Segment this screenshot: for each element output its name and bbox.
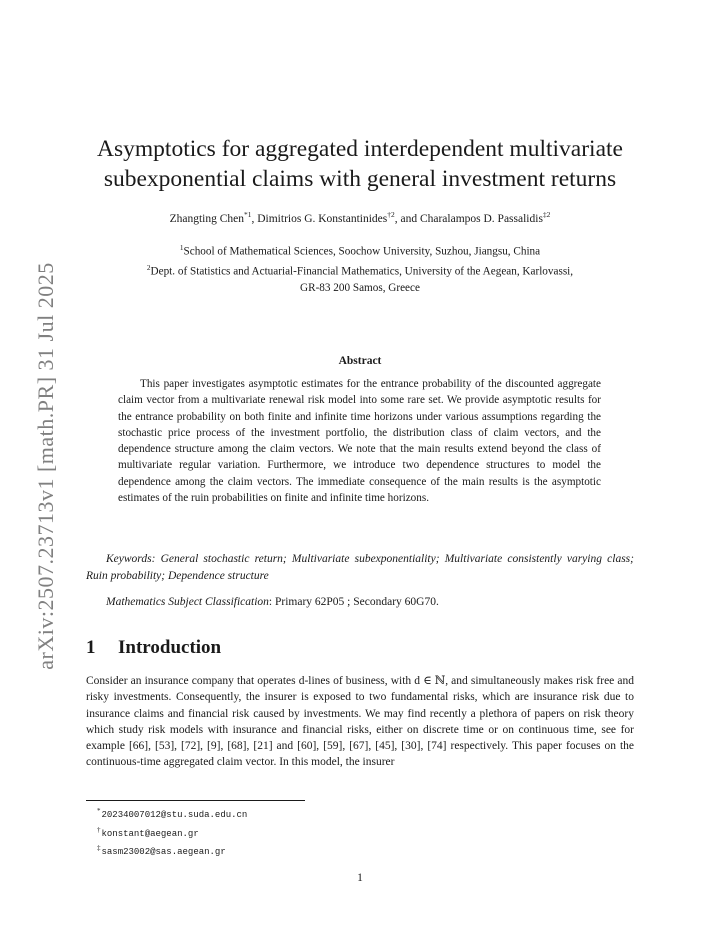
msc-label: Mathematics Subject Classification — [106, 596, 269, 608]
author-separator: , — [251, 212, 258, 225]
affiliation-mark: 1 — [179, 244, 184, 252]
arxiv-identifier: arXiv:2507.23713v1 [math.PR] 31 Jul 2025 — [33, 262, 58, 670]
affiliation-2 — [60, 260, 660, 280]
section-heading — [86, 637, 221, 659]
author-mark: ‡2 — [542, 210, 551, 219]
msc-classification — [106, 596, 439, 608]
keywords: Keywords: General stochastic return; Multivariate subexponentiality; Multivariate consistently varying class; Ruin probability; Dependence structure — [86, 553, 634, 582]
affiliation-mark: 2 — [146, 264, 151, 273]
footnote-email: 20234007012@stu.suda.edu.cn — [101, 810, 248, 820]
footnote-rule — [86, 800, 305, 801]
author-list — [60, 210, 660, 225]
msc-codes: : Primary 62P05 ; Secondary 60G70. — [268, 596, 439, 608]
footnotes — [97, 804, 247, 860]
footnote-mark: ‡ — [97, 844, 101, 852]
footnote-email: konstant@aegean.gr — [101, 828, 199, 839]
author-separator: , and — [394, 212, 420, 225]
author-name: Charalampos D. Passalidis — [419, 212, 543, 225]
section-number: 1 — [86, 637, 96, 658]
affiliation-text: School of Mathematical Sciences, Soochow University, Suzhou, Jiangsu, China — [183, 245, 541, 258]
abstract-heading: Abstract — [338, 355, 382, 367]
intro-paragraph: Consider an insurance company that operates d-lines of business, with d ∈ ℕ, and simultaneously makes risk free and risky investments. Consequently, the insurer is exposed to two fundamental risks, which are insurance risk due to insurance claims and financial risk caused by investments. We may find recently a plethora of papers on risk theory which study risk models with insurance and financial risks, either on discrete time or on continuous time, see for example [66], [53], [72], [9], [68], [21] and [60], [59], [67], [45], [30], [74] respectively. This paper focuses on the continuous-time aggregated claim vector. In this model, the insurer — [86, 675, 634, 769]
paper-title — [60, 134, 660, 194]
footnote — [97, 804, 247, 823]
footnote — [97, 841, 247, 860]
author-mark: †2 — [387, 210, 395, 219]
affiliation-text: Dept. of Statistics and Actuarial-Financial Mathematics, University of the Aegean, Karlovassi, — [150, 265, 574, 278]
affiliations — [60, 240, 660, 297]
author-name: Dimitrios G. Konstantinides — [257, 212, 388, 225]
footnote-mark: † — [97, 825, 101, 834]
abstract-text: This paper investigates asymptotic estimates for the entrance probability of the discounted aggregate claim vector from a multivariate renewal risk model into some rare set. We provide asymptotic results for the entrance probability on both finite and infinite time horizons under various assumptions regarding the stochastic price process of the investment portfolio, the distribution class of claim vectors, and the dependence structure among the claim vectors. We note that the main results extend beyond the class of multivariate regular variation. Furthermore, we introduce two dependence structures to model the dependence among the claim vectors. The immediate consequence of the main results is the asymptotic estimates of the ruin probabilities on finite and infinite time horizons. — [118, 378, 601, 505]
affiliation-2-continued: GR-83 200 Samos, Greece — [300, 282, 420, 295]
footnote-email: sasm23002@sas.aegean.gr — [101, 847, 226, 857]
page-number: 1 — [357, 872, 363, 884]
footnote — [97, 823, 247, 842]
author-mark: *1 — [244, 210, 252, 219]
author-name: Zhangting Chen — [169, 212, 245, 225]
title-line-2: subexponential claims with general investment returns — [103, 166, 617, 192]
footnote-mark: * — [97, 807, 101, 815]
section-title: Introduction — [118, 637, 222, 658]
title-line-1: Asymptotics for aggregated interdependent multivariate — [97, 136, 623, 162]
affiliation-1 — [60, 240, 660, 260]
